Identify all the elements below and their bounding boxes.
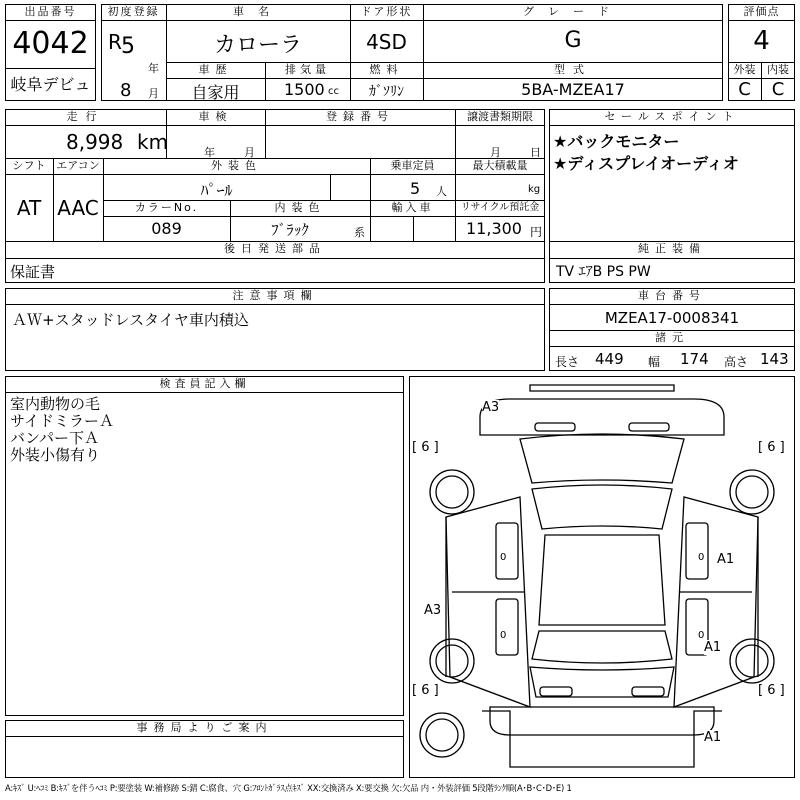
door-mark-right-front: 0 (698, 552, 705, 563)
car-name-value: カローラ (213, 33, 302, 58)
score-value: 4 (753, 26, 770, 56)
color-no-value: 089 (151, 219, 182, 238)
history-label: 車歴 (198, 63, 233, 76)
interior-value: C (771, 79, 785, 100)
equipment-label: 純正装備 (638, 242, 706, 255)
car-diagram (409, 376, 795, 778)
tire-tread-front-left: [ 6 ] (412, 440, 439, 455)
int-color-label: 内装色 (274, 201, 326, 214)
first-reg-month: 8 (120, 80, 132, 101)
inspector-line-1: 室内動物の毛 (10, 395, 101, 413)
office-label: 事務局よりご案内 (136, 721, 273, 734)
capacity-label: 乗車定員 (390, 159, 435, 172)
chassis-label: 車台番号 (638, 289, 706, 302)
shift-value: AT (16, 196, 42, 220)
inspector-line-2: サイドミラーＡ (10, 412, 114, 430)
mileage-label: 走行 (66, 110, 105, 123)
damage-mark-right-rear: A1 (704, 640, 722, 655)
inspector-line-4: 外装小傷有り (10, 446, 101, 464)
later-parts-value: 保証書 (10, 263, 56, 281)
int-color-value: ﾌﾞﾗｯｸ (271, 221, 309, 239)
mileage-value: 8,998 (66, 130, 124, 154)
import-label: 輸入車 (391, 201, 434, 214)
recycle-label: リサイクル預託金 (460, 202, 540, 213)
first-reg-era: R (108, 30, 122, 54)
chassis-value: MZEA17-0008341 (604, 309, 740, 327)
height-label: 高さ (724, 355, 749, 369)
ext-color-label: 外装色 (211, 159, 262, 172)
max-load-label: 最大積載量 (472, 159, 528, 172)
door-label: ドア形状 (360, 5, 413, 18)
exterior-label: 外装 (733, 63, 756, 76)
ac-label: エアコン (56, 159, 100, 172)
max-load-unit: kg (528, 184, 541, 195)
capacity-value: 5 (410, 179, 421, 198)
lot-no-label: 出品番号 (24, 5, 77, 18)
sales-point-label: セールスポイント (604, 110, 740, 123)
displacement-value: 1500 (284, 80, 325, 99)
damage-mark-left-rear: A3 (424, 603, 442, 618)
door-mark-right-rear: 0 (698, 630, 705, 641)
model-value: 5BA-MZEA17 (521, 80, 625, 99)
int-color-suffix: 系 (354, 226, 365, 239)
fuel-label: 燃料 (369, 63, 404, 76)
tire-tread-rear-left: [ 6 ] (412, 683, 439, 698)
grade-value: G (564, 28, 582, 53)
tire-tread-front-right: [ 6 ] (758, 440, 785, 455)
legend: A:ｷｽﾞ U:ﾍｺﾐ B:ｷｽﾞを伴うﾍｺﾐ P:要塗装 W:補修跡 S:錆 C:腐食、穴 G:ﾌﾛﾝﾄｶﾞﾗｽ点ｷｽﾞ XX:交換済み X:要交換 欠:欠品 内・外装評価 5段階ﾗﾝｸ順(A･B･C･D･E) 1 (5, 783, 572, 793)
sales-point-item-1: ★バックモニター (553, 132, 680, 151)
first-reg-month-unit: 月 (148, 87, 159, 100)
inspection-year-unit: 年 (204, 146, 215, 159)
door-value: 4SD (366, 30, 407, 54)
tire-tread-rear-right: [ 6 ] (758, 683, 785, 698)
exterior-value: C (738, 79, 751, 100)
model-label: 型式 (554, 63, 592, 76)
damage-mark-rear-bottom: A1 (704, 730, 722, 745)
displacement-unit: cc (328, 86, 339, 97)
shift-label: シフト (12, 159, 46, 172)
width-label: 幅 (648, 355, 661, 369)
first-reg-year-unit: 年 (148, 62, 159, 75)
door-mark-left-rear: 0 (500, 630, 507, 641)
ext-color-value: ﾊﾟｰﾙ (200, 181, 233, 200)
length-value: 449 (595, 350, 624, 368)
notes-value: ＡＷ+スタッドレスタイヤ車内積込 (12, 311, 249, 329)
transfer-label: 譲渡書類期限 (467, 110, 533, 123)
inspector-line-3: バンパー下Ａ (10, 429, 99, 447)
color-no-label: カラーNo. (134, 201, 199, 214)
grade-label: グレード (523, 5, 623, 18)
inspection-month-unit: 月 (244, 146, 255, 159)
mileage-unit: km (137, 130, 169, 154)
first-reg-year: 5 (121, 34, 135, 59)
later-parts-label: 後日発送部品 (224, 242, 326, 255)
venue: 岐阜デビュ (10, 75, 91, 94)
ac-value: AAC (57, 196, 99, 220)
damage-mark-right-front: A1 (717, 552, 735, 567)
inspection-label: 車検 (198, 110, 233, 123)
damage-mark-front-bumper: A3 (482, 400, 500, 415)
sales-point-item-2: ★ディスプレイオーディオ (553, 154, 739, 173)
length-label: 長さ (555, 355, 580, 369)
recycle-unit: 円 (530, 225, 543, 239)
inspector-label: 検査員記入欄 (159, 377, 250, 390)
lot-no-value: 4042 (12, 26, 89, 61)
width-value: 174 (680, 350, 709, 368)
recycle-value: 11,300 (466, 219, 522, 238)
capacity-unit: 人 (436, 185, 447, 198)
reg-no-label: 登録番号 (326, 110, 394, 123)
interior-label: 内装 (767, 63, 789, 76)
car-name-label: 車名 (233, 5, 283, 18)
equipment-value: TV ｴｱB PS PW (556, 264, 651, 280)
height-value: 143 (760, 350, 789, 368)
door-mark-left-front: 0 (500, 552, 507, 563)
history-value: 自家用 (191, 83, 240, 102)
notes-label: 注意事項欄 (232, 289, 318, 302)
score-label: 評価点 (743, 5, 780, 18)
transfer-month-unit: 月 (490, 146, 501, 159)
transfer-day-unit: 日 (530, 146, 541, 159)
dimensions-label: 諸元 (655, 331, 689, 344)
displacement-label: 排気量 (285, 63, 330, 76)
first-reg-label: 初度登録 (107, 5, 160, 18)
fuel-value: ｶﾞｿﾘﾝ (369, 84, 404, 100)
